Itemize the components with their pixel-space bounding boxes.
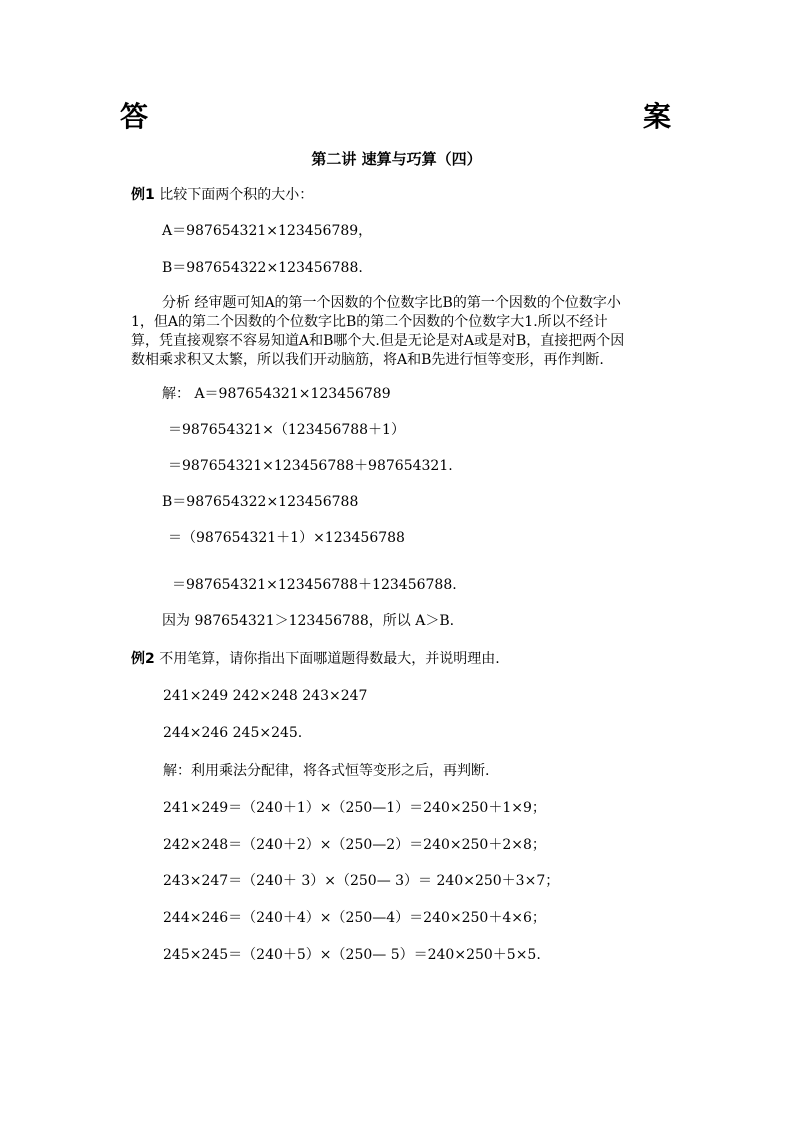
solution-line-4: B＝987654322×123456788: [162, 494, 359, 510]
solution-line-1: 解： A＝987654321×123456789: [162, 386, 391, 402]
example-2-solution: 解：利用乘法分配律，将各式恒等变形之后，再判断.: [163, 763, 490, 779]
lesson-title: 第二讲 速算与巧算（四）: [311, 150, 482, 168]
equation-row-1: 241×249＝（240＋1）×（250—1）＝240×250＋1×9；: [163, 800, 546, 816]
products-list-1: 241×249 242×248 243×247: [163, 688, 368, 704]
solution-line-2: ＝987654321×（123456788＋1）: [168, 422, 405, 438]
equation-row-5: 245×245＝（240＋5）×（250— 5）＝240×250＋5×5.: [163, 947, 541, 963]
example-2-label: 例2: [131, 651, 155, 667]
solution-line-5: ＝（987654321＋1）×123456788: [168, 530, 405, 546]
equation-row-4: 244×246＝（240＋4）×（250—4）＝240×250＋4×6；: [163, 910, 546, 926]
analysis-line-1: 分析 经审题可知A的第一个因数的个位数字比B的第一个因数的个位数字小: [162, 295, 621, 311]
example-2-question: 不用笔算，请你指出下面哪道题得数最大，并说明理由.: [159, 651, 500, 667]
example-1-conclusion: 因为 987654321＞123456788，所以 A＞B.: [162, 613, 455, 629]
analysis-line-4: 数相乘求积又太繁，所以我们开动脑筋，将A和B先进行恒等变形，再作判断.: [131, 352, 604, 368]
example-1-question: 比较下面两个积的大小：: [159, 187, 314, 203]
expr-a: A＝987654321×123456789，: [162, 223, 373, 239]
header-right-char: 案: [643, 100, 672, 133]
products-list-2: 244×246 245×245.: [163, 725, 303, 741]
solution-line-3: ＝987654321×123456788＋987654321.: [168, 458, 453, 474]
example-1-heading: [131, 186, 313, 204]
example-1-label: 例1: [131, 187, 155, 203]
analysis-line-2: 1，但A的第二个因数的个位数字比B的第二个因数的个位数字大1.所以不经计: [131, 314, 608, 330]
analysis-line-3: 算，凭直接观察不容易知道A和B哪个大.但是无论是对A或是对B，直接把两个因: [131, 333, 625, 349]
solution-line-6: ＝987654321×123456788＋123456788.: [172, 577, 457, 593]
equation-row-2: 242×248＝（240＋2）×（250—2）＝240×250＋2×8；: [163, 837, 546, 853]
equation-row-3: 243×247＝（240＋ 3）×（250— 3）＝ 240×250＋3×7；: [163, 873, 560, 889]
header-left-char: 答: [120, 100, 149, 133]
example-2-heading: [131, 650, 500, 668]
expr-b: B＝987654322×123456788.: [162, 260, 363, 276]
